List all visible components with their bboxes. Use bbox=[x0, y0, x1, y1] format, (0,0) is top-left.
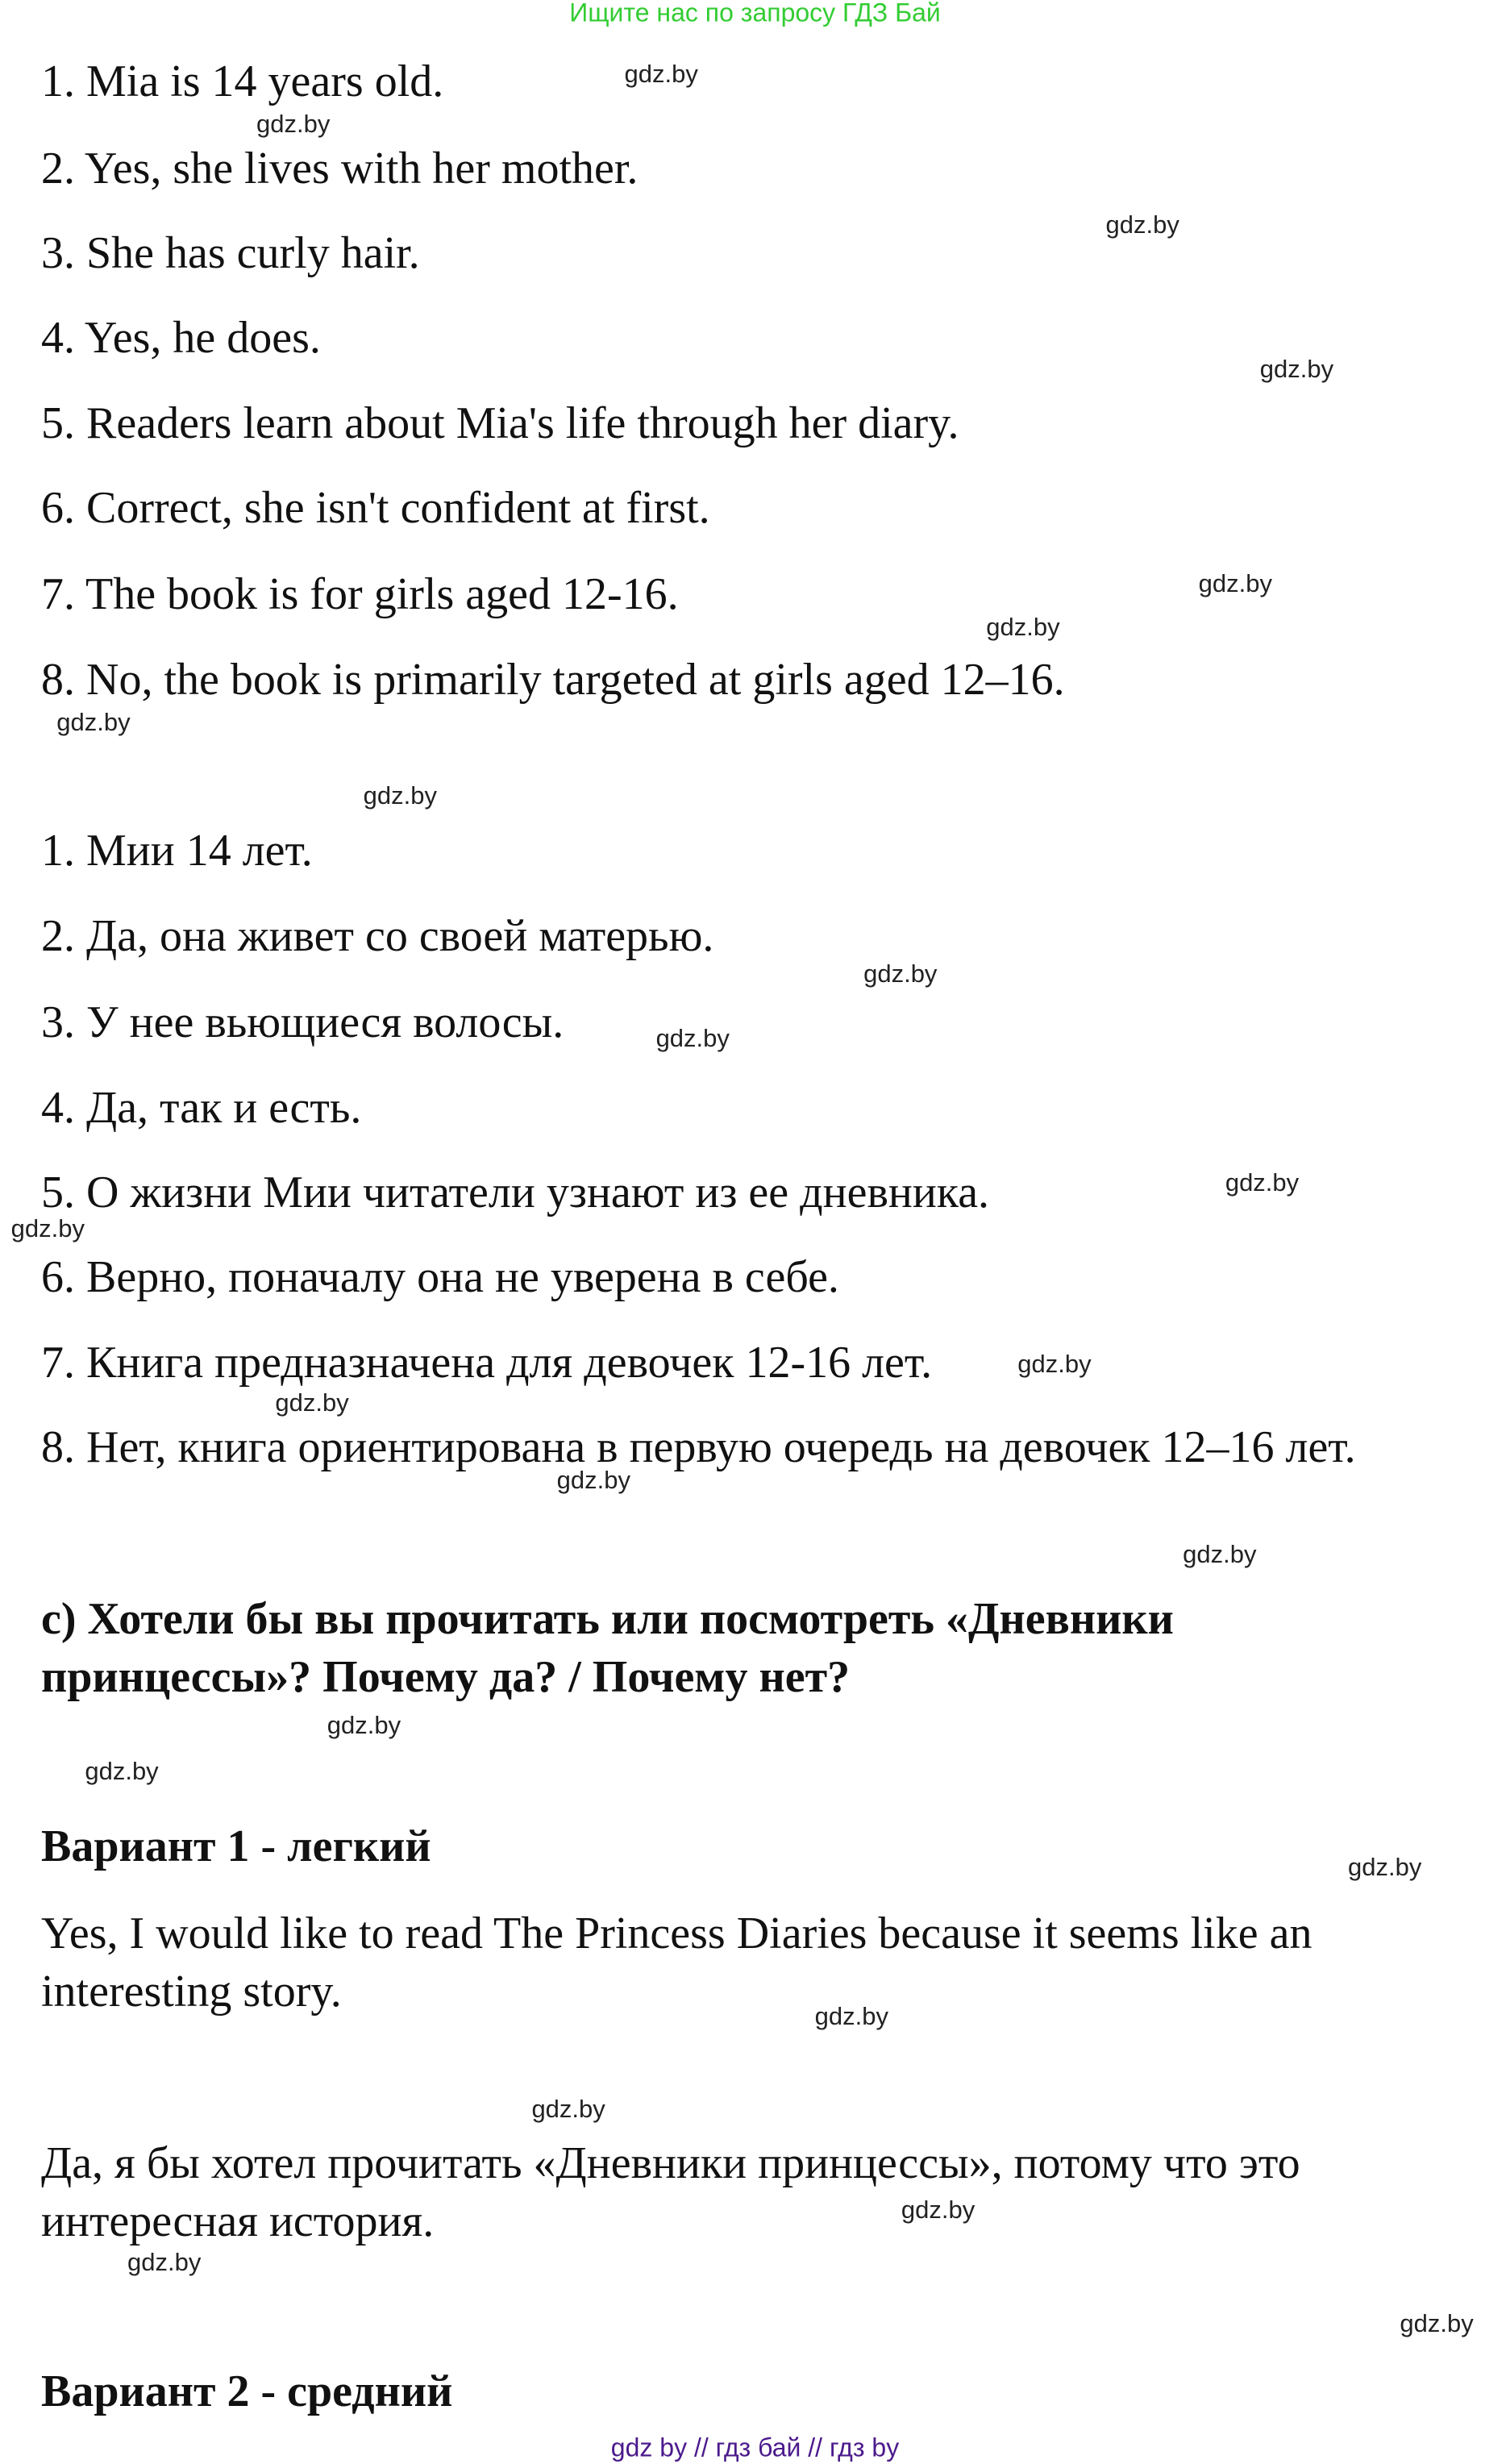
answer-ru: 5. О жизни Мии читатели узнают из ее дневника. bbox=[41, 1167, 990, 1217]
watermark: gdz.by bbox=[327, 1711, 401, 1740]
watermark: gdz.by bbox=[655, 1023, 730, 1052]
watermark: gdz.by bbox=[1259, 355, 1334, 384]
watermark: gdz.by bbox=[814, 2002, 888, 2031]
answer-ru: 3. У нее вьющиеся волосы. bbox=[41, 997, 564, 1048]
watermark: gdz.by bbox=[1348, 1852, 1422, 1881]
watermark: gdz.by bbox=[1400, 2308, 1474, 2337]
watermark: gdz.by bbox=[531, 2095, 605, 2124]
answer-en: 7. The book is for girls aged 12-16. bbox=[41, 569, 679, 620]
watermark: gdz.by bbox=[10, 1213, 85, 1242]
answer-en: 1. Mia is 14 years old. bbox=[41, 56, 444, 107]
watermark: gdz.by bbox=[863, 959, 938, 988]
answer-en: 6. Correct, she isn't confident at first. bbox=[41, 483, 710, 534]
answer-ru: 1. Мии 14 лет. bbox=[41, 826, 313, 876]
watermark: gdz.by bbox=[363, 781, 438, 810]
watermark: gdz.by bbox=[1105, 210, 1179, 239]
answer-en: 5. Readers learn about Mia's life through her diary. bbox=[41, 397, 959, 448]
variant-title: Вариант 2 - средний bbox=[41, 2366, 453, 2416]
footer-links[interactable]: gdz by // гдз бай // гдз by bbox=[610, 2433, 900, 2462]
answer-ru: 8. Нет, книга ориентирована в первую очередь на девочек 12–16 лет. bbox=[41, 1421, 1356, 1472]
watermark: gdz.by bbox=[127, 2247, 202, 2276]
answer-en: 8. No, the book is primarily targeted at girls aged 12–16. bbox=[41, 654, 1065, 705]
watermark: gdz.by bbox=[556, 1465, 630, 1494]
watermark: gdz.by bbox=[1183, 1539, 1257, 1568]
task-heading: принцессы»? Почему да? / Почему нет? bbox=[41, 1651, 851, 1702]
watermark: gdz.by bbox=[1225, 1168, 1300, 1197]
watermark: gdz.by bbox=[256, 110, 331, 139]
answer-en: 3. She has curly hair. bbox=[41, 228, 420, 279]
answer-ru: 4. Да, так и есть. bbox=[41, 1082, 362, 1133]
variant-text-en: Yes, I would like to read The Princess Diaries because it seems like an bbox=[41, 1908, 1312, 1958]
variant-text-en: interesting story. bbox=[41, 1966, 342, 2017]
watermark: gdz.by bbox=[986, 613, 1060, 642]
header-banner[interactable]: Ищите нас по запросу ГДЗ Бай bbox=[569, 0, 941, 27]
answer-en: 2. Yes, she lives with her mother. bbox=[41, 143, 639, 194]
task-heading: c) Хотели бы вы прочитать или посмотреть «Дневники bbox=[41, 1593, 1174, 1644]
variant-text-ru: интересная история. bbox=[41, 2196, 435, 2246]
watermark: gdz.by bbox=[275, 1388, 349, 1417]
watermark: gdz.by bbox=[56, 707, 131, 736]
watermark: gdz.by bbox=[85, 1756, 159, 1785]
watermark: gdz.by bbox=[901, 2196, 975, 2225]
watermark: gdz.by bbox=[1017, 1349, 1092, 1378]
answer-ru: 7. Книга предназначена для девочек 12-16 лет. bbox=[41, 1337, 933, 1388]
variant-title: Вариант 1 - легкий bbox=[41, 1821, 431, 1872]
watermark: gdz.by bbox=[1198, 568, 1272, 597]
watermark: gdz.by bbox=[624, 59, 698, 88]
answer-ru: 6. Верно, поначалу она не уверена в себе. bbox=[41, 1252, 839, 1303]
answer-ru: 2. Да, она живет со своей матерью. bbox=[41, 910, 714, 961]
answer-en: 4. Yes, he does. bbox=[41, 313, 321, 364]
variant-text-ru: Да, я бы хотел прочитать «Дневники принцессы», потому что это bbox=[41, 2137, 1300, 2188]
